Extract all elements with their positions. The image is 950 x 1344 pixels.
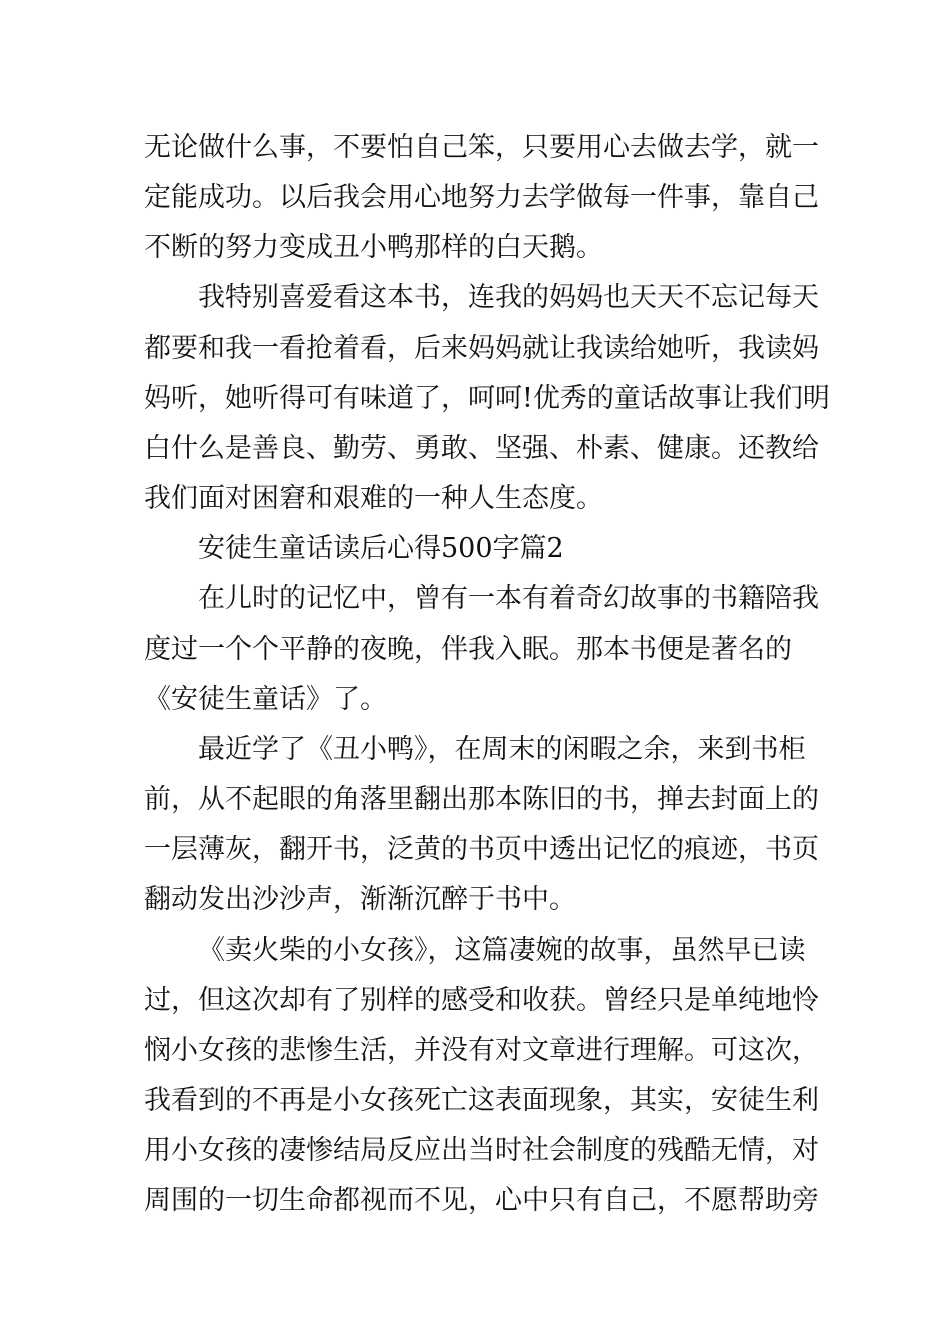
text-line: 用小女孩的凄惨结局反应出当时社会制度的残酷无情，对 bbox=[144, 1135, 819, 1166]
text-line: 一层薄灰，翻开书，泛黄的书页中透出记忆的痕迹，书页 bbox=[144, 834, 819, 865]
text-line: 度过一个个平静的夜晚，伴我入眠。那本书便是著名的 bbox=[144, 634, 792, 665]
text-line: 白什么是善良、勤劳、勇敢、坚强、朴素、健康。还教给 bbox=[144, 433, 819, 464]
text-line: 都要和我一看抢着看，后来妈妈就让我读给她听，我读妈 bbox=[144, 333, 819, 364]
text-line: 定能成功。以后我会用心地努力去学做每一件事，靠自己 bbox=[144, 182, 819, 213]
text-line: 前，从不起眼的角落里翻出那本陈旧的书，掸去封面上的 bbox=[144, 784, 819, 815]
text-line: 不断的努力变成丑小鸭那样的白天鹅。 bbox=[144, 232, 603, 263]
section-heading: 安徒生童话读后心得500字篇2 bbox=[198, 533, 564, 564]
text-line: 我们面对困窘和艰难的一种人生态度。 bbox=[144, 483, 603, 514]
text-line: 我特别喜爱看这本书，连我的妈妈也天天不忘记每天 bbox=[198, 282, 819, 313]
text-line: 翻动发出沙沙声，渐渐沉醉于书中。 bbox=[144, 884, 576, 915]
text-line: 过，但这次却有了别样的感受和收获。曾经只是单纯地怜 bbox=[144, 985, 819, 1016]
text-line: 《卖火柴的小女孩》，这篇凄婉的故事，虽然早已读 bbox=[198, 935, 806, 966]
text-line: 周围的一切生命都视而不见，心中只有自己，不愿帮助旁 bbox=[144, 1185, 819, 1216]
text-line: 悯小女孩的悲惨生活，并没有对文章进行理解。可这次， bbox=[144, 1035, 819, 1066]
text-line: 最近学了《丑小鸭》，在周末的闲暇之余，来到书柜 bbox=[198, 734, 806, 765]
text-line: 无论做什么事，不要怕自己笨，只要用心去做去学，就一 bbox=[144, 132, 819, 163]
text-line: 在儿时的记忆中，曾有一本有着奇幻故事的书籍陪我 bbox=[198, 583, 819, 614]
text-line: 我看到的不再是小女孩死亡这表面现象，其实，安徒生利 bbox=[144, 1085, 819, 1116]
text-line: 妈听，她听得可有味道了，呵呵!优秀的童话故事让我们明 bbox=[144, 383, 830, 414]
text-line: 《安徒生童话》了。 bbox=[144, 684, 387, 715]
